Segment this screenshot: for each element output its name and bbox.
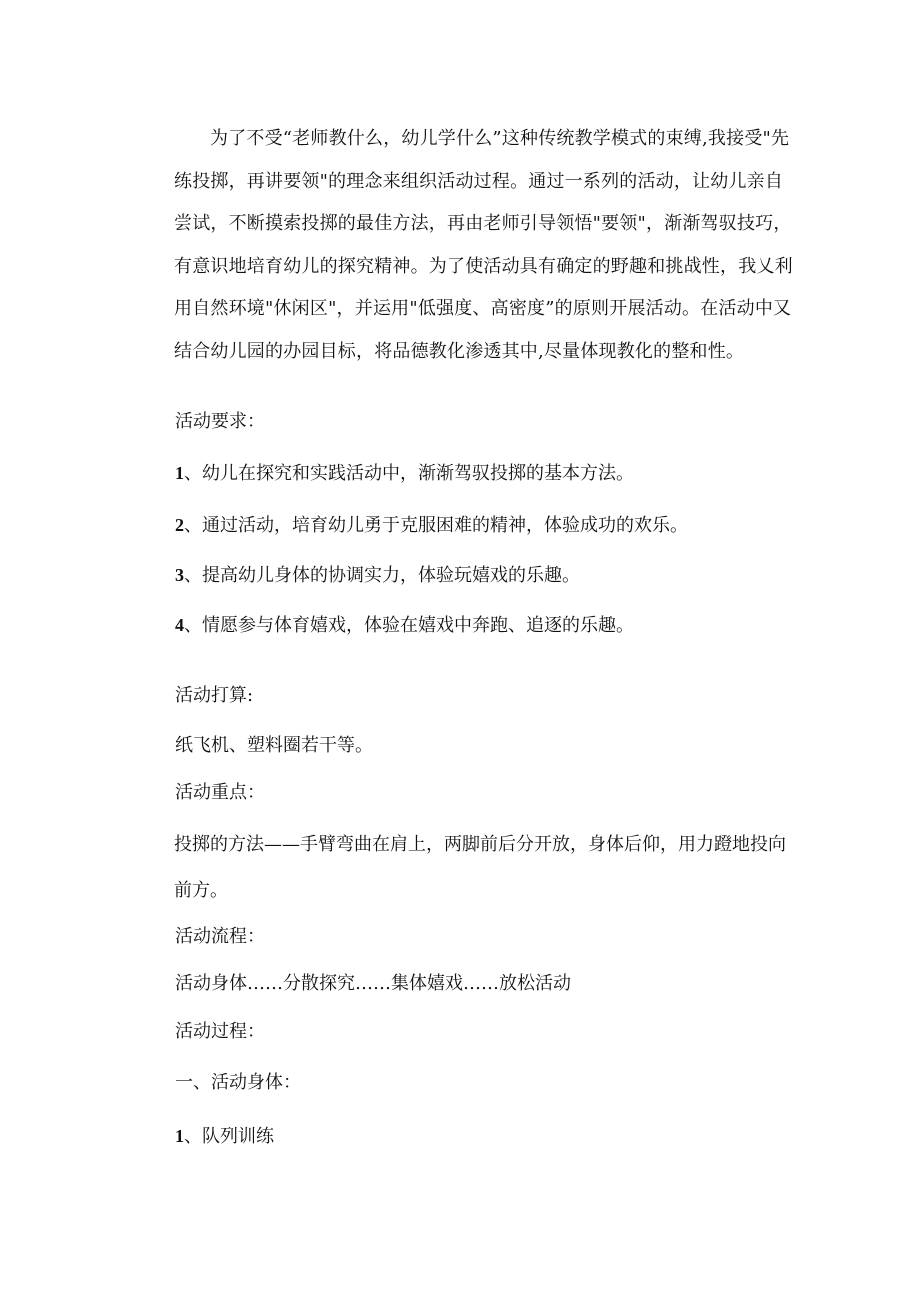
process-item — [175, 1124, 274, 1149]
requirement-number: 2 — [175, 515, 184, 535]
focus-heading: 活动重点： — [175, 782, 265, 803]
requirement-item — [175, 613, 634, 638]
section-heading: 一、活动身体： — [175, 1072, 301, 1093]
focus-text: 投掷的方法——手臂弯曲在肩上，两脚前后分开放，身体后仰，用力蹬地投向前方。 — [174, 834, 786, 901]
requirement-text: 、情愿参与体育嬉戏，体验在嬉戏中奔跑、追逐的乐趣。 — [184, 615, 634, 636]
requirement-item — [175, 563, 580, 588]
requirements-heading: 活动要求： — [175, 411, 265, 432]
flow-text: 活动身体……分散探究……集体嬉戏……放松活动 — [175, 973, 571, 994]
flow-heading: 活动流程： — [175, 926, 265, 947]
intro-paragraph: 为了不受“老师教什么，幼儿学什么”这种传统教学模式的束缚,我接受"先练投掷，再讲要领"的理念来组织活动过程。通过一系列的活动，让幼儿亲自尝试，不断摸索投掷的最佳方法，再由老师引导领悟"要领"，渐渐驾驭技巧，有意识地培育幼儿的探究精神。为了使活动具有确定的野趣和挑战性，我乂利用自然环境"休闲区"，并运用"低强度、高密度”的原则开展活动。在活动中又结合幼儿园的办园目标，将品德教化渗透其中,尽量体现教化的整和性。 — [174, 128, 793, 362]
process-item-number: 1 — [175, 1126, 184, 1146]
requirement-text: 、提高幼儿身体的协调实力，体验玩嬉戏的乐趣。 — [184, 565, 580, 586]
requirement-text: 、幼儿在探究和实践活动中，渐渐驾驭投掷的基本方法。 — [184, 463, 634, 484]
requirement-item — [175, 461, 634, 486]
requirement-number: 1 — [175, 463, 184, 483]
requirement-number: 3 — [175, 565, 184, 585]
requirement-item — [175, 513, 688, 538]
process-heading: 活动过程： — [175, 1021, 265, 1042]
process-item-text: 、队列训练 — [184, 1126, 274, 1147]
requirement-text: 、通过活动，培育幼儿勇于克服困难的精神，体验成功的欢乐。 — [184, 515, 688, 536]
prep-heading: 活动打算: — [175, 685, 254, 706]
prep-text: 纸飞机、塑料圈若干等。 — [175, 735, 373, 756]
requirement-number: 4 — [175, 615, 184, 635]
